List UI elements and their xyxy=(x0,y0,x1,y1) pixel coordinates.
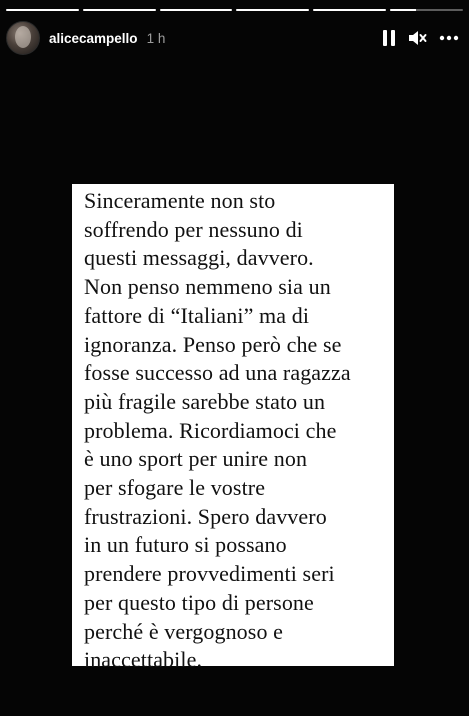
message-text: Sinceramente non sto soffrendo per nessuno di questi messaggi, davvero. Non penso nemmeno sia un fattore di “Italiani” ma di ignoranza. Penso però che se fosse successo ad una ragazza più fragile sarebbe stato un problema. Ricordiamoci che è uno sport per unire non per sfogare le vostre frustrazioni. Spero davvero in un futuro si possano prendere provvedimenti seri per questo tipo di persone perché è vergognoso e inaccettabile. xyxy=(84,188,351,673)
progress-segment-fill xyxy=(390,9,415,11)
story-progress-bar xyxy=(6,9,463,11)
more-horizontal-icon[interactable] xyxy=(439,35,459,41)
progress-segment xyxy=(236,9,309,11)
progress-segment xyxy=(390,9,463,11)
progress-segment xyxy=(160,9,233,11)
story-timestamp: 1 h xyxy=(146,30,166,46)
pause-icon[interactable] xyxy=(383,30,395,46)
progress-segment xyxy=(6,9,79,11)
progress-segment-fill xyxy=(6,9,79,11)
progress-segment-fill xyxy=(160,9,233,11)
story-header xyxy=(6,20,459,56)
username[interactable]: alicecampello xyxy=(49,30,138,46)
speaker-muted-icon[interactable] xyxy=(407,29,427,47)
progress-segment-fill xyxy=(83,9,156,11)
avatar[interactable] xyxy=(6,21,40,55)
progress-segment xyxy=(83,9,156,11)
progress-segment xyxy=(313,9,386,11)
progress-segment-fill xyxy=(313,9,386,11)
progress-segment-fill xyxy=(236,9,309,11)
story-controls xyxy=(383,29,459,47)
text-card xyxy=(72,184,394,673)
